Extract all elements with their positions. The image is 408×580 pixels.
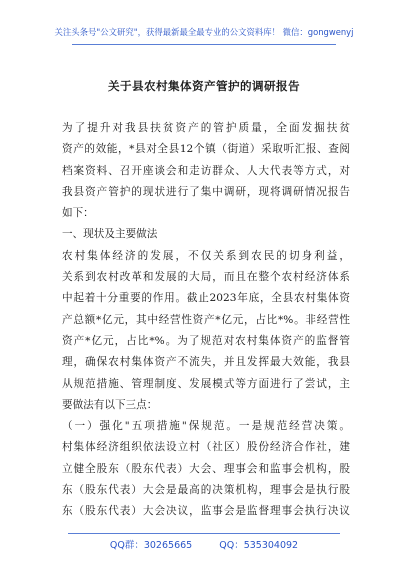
body-line: 资产的效能，*县对全县12个镇（街道）采取听汇报、查阅 [62,143,350,156]
header-note: 关注头条号"公文研究"，获得最新最全最专业的公文资料库！ 微信：gongwenyj [54,27,354,37]
body-line: 关系到农村改革和发展的大局，而且在整个农村经济体系 [62,271,350,284]
qq-group-number: QQ群：30265665 [109,540,193,551]
body-line: 如下： [62,207,94,220]
qq-number: QQ：535304092 [219,540,299,551]
body-line: 为了提升对我县扶贫资产的管护质量，全面发掘扶贫 [62,122,350,134]
body-line: 村集体经济组织依法设立村（社区）股份经济合作社，建 [62,441,350,454]
section-heading: 一、现状及主要做法 [62,228,158,241]
body-line: 立健全股东（股东代表）大会、理事会和监事会机构，股 [62,462,350,475]
body-line: 从规范措施、管理制度、发展模式等方面进行了尝试，主 [62,377,350,390]
body-line: 东（股东代表）大会是最高的决策机构，理事会是执行股 [62,484,350,497]
subsection-line: （一）强化"五项措施"保规范。一是规范经营决策。 [62,420,350,433]
body-line: 理，确保农村集体资产不流失，并且发挥最大效能，我县 [62,356,350,369]
body-line: 档案资料、召开座谈会和走访群众、人大代表等方式，对 [62,164,350,177]
footer-divider [68,533,340,534]
document-title: 关于县农村集体资产管护的调研报告 [108,79,300,93]
footer-contact [0,537,408,551]
document-body [62,118,350,523]
body-line: 资产*亿元，占比*%。为了规范对农村集体资产的监督管 [62,334,350,347]
body-line: 我县资产管护的现状进行了集中调研，现将调研情况报告 [62,185,350,198]
header-divider [72,44,336,45]
body-line: 产总额*亿元，其中经营性资产*亿元，占比*%。非经营性 [62,313,350,326]
body-line: 中起着十分重要的作用。截止2023年底，全县农村集体资 [62,292,350,305]
body-line: 农村集体经济的发展，不仅关系到农民的切身利益， [62,249,350,262]
body-line: 要做法有以下三点： [62,398,158,411]
body-line: 东（股东代表）大会决议，监事会是监督理事会执行决议 [62,505,350,518]
